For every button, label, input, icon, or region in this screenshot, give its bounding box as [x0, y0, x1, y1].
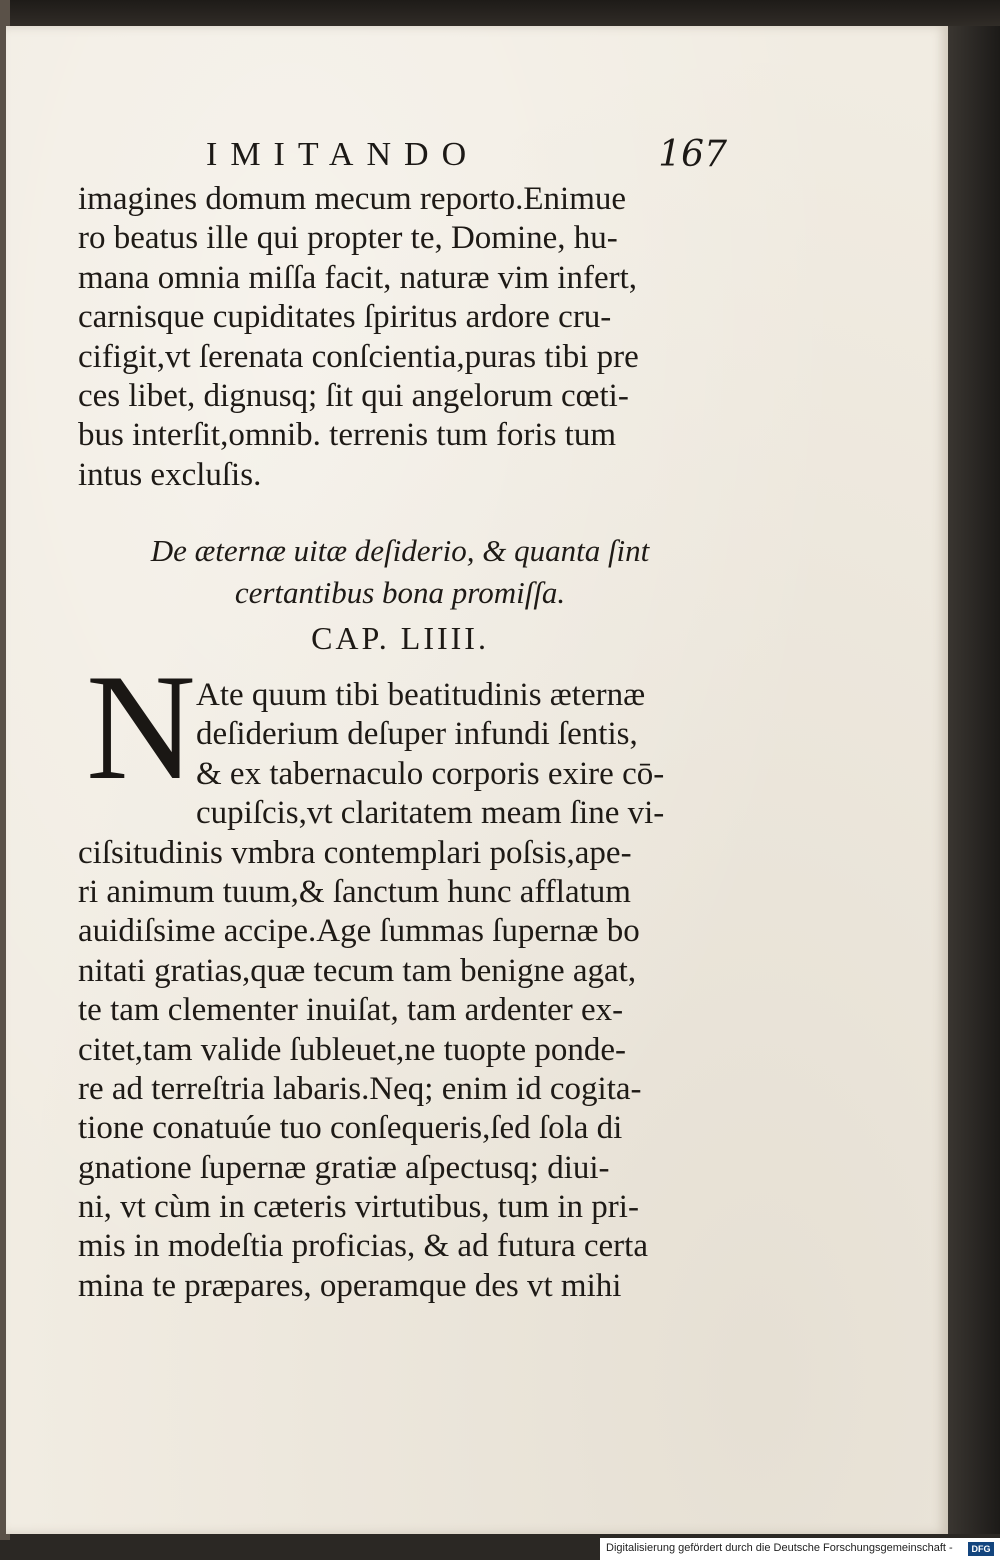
text-line: mina te præpares, operamque des vt mihi — [78, 1267, 622, 1304]
chapter-heading — [100, 530, 700, 614]
digitization-credit: Digitalisierung gefördert durch die Deutsche Forschungsgemeinschaft - — [606, 1542, 953, 1554]
running-title: IMITANDO — [206, 136, 480, 173]
text-line: tione conatuúe tuo conſequeris,ſed ſola di — [78, 1110, 623, 1147]
chapter-heading-line: certantibus bona promiſſa. — [234, 575, 566, 610]
text-line: re ad terreſtria labaris.Neq; enim id cogita- — [78, 1070, 642, 1107]
text-line: auidiſsime accipe.Age ſummas ſupernæ bo — [78, 913, 640, 950]
text-line: ni, vt cùm in cæteris virtutibus, tum in pri- — [78, 1189, 639, 1226]
text-line: & ex tabernaculo corporis exire cō- — [196, 755, 665, 792]
text-line: citet,tam valide ſubleuet,ne tuopte ponde- — [78, 1031, 626, 1068]
text-line: cifigit,vt ſerenata conſcientia,puras tibi pre — [78, 338, 639, 375]
text-line: bus interſit,omnib. terrenis tum foris tum — [78, 417, 617, 454]
text-line: te tam clementer inuiſat, tam ardenter ex- — [78, 992, 624, 1029]
text-line: imagines domum mecum reporto.Enimue — [78, 181, 627, 217]
page-number: 167 — [658, 134, 727, 175]
chapter-number: CAP. LIIII. — [311, 620, 489, 656]
text-line: ri animum tuum,& ſanctum hunc afflatum — [78, 873, 631, 910]
text-line: gnatione ſupernæ gratiæ aſpectusq; diui- — [78, 1149, 610, 1186]
text-line: ces libet, dignusq; ſit qui angelorum cœti- — [78, 377, 629, 414]
text-line: nitati gratias,quæ tecum tam benigne agat, — [78, 952, 637, 989]
text-line: Ate quum tibi beatitudinis æternæ — [196, 677, 646, 713]
text-line: ciſsitudinis vmbra contemplari poſsis,ape- — [78, 834, 632, 871]
text-line: ro beatus ille qui propter te, Domine, hu- — [78, 220, 618, 257]
scan-background-right — [948, 26, 1000, 1534]
chapter-heading-line: De æternæ uitæ deſiderio, & quanta ſint — [150, 533, 650, 568]
text-line: mis in modeſtia proficias, & ad futura certa — [78, 1228, 648, 1265]
digitization-credit-bar — [600, 1538, 1000, 1560]
dfg-logo: DFG — [968, 1542, 994, 1556]
text-line: cupiſcis,vt claritatem meam ſine vi- — [196, 795, 665, 832]
drop-cap-initial: N — [86, 643, 196, 811]
page-header — [206, 134, 731, 184]
text-line: mana omnia miſſa facit, naturæ vim infert, — [78, 259, 638, 296]
body-paragraph — [78, 676, 728, 1306]
text-line: deſiderium deſuper infundi ſentis, — [196, 716, 638, 753]
top-paragraph — [78, 180, 728, 495]
text-line: carnisque cupiditates ſpiritus ardore cru- — [78, 299, 612, 336]
text-line: intus excluſis. — [78, 456, 262, 493]
